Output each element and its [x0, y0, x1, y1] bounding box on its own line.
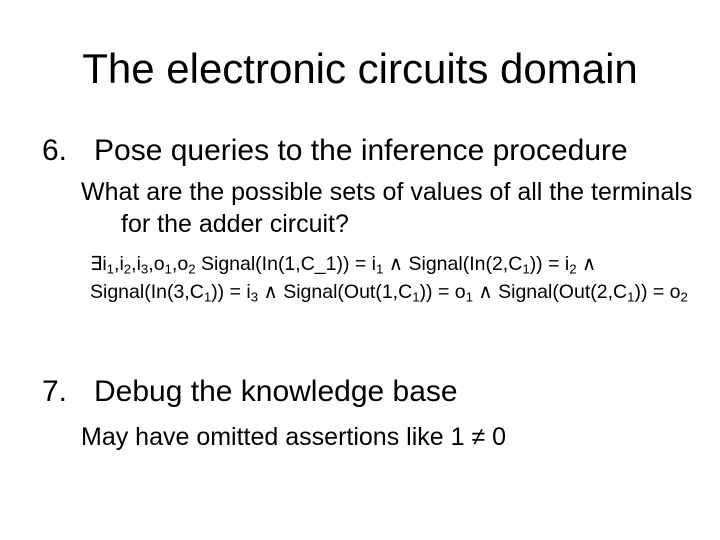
list-item-7 — [42, 374, 458, 410]
item-6-subtext: What are the possible sets of values of all the terminals for the adder circuit? — [81, 178, 693, 238]
formula-subscript: 2 — [188, 261, 196, 277]
query-formula: $\exists i_1,i_2,i_3,o_1,o_2$ Signal(In(1,C_1)) = $i_1$ ∧ $Signal(In(2,C_1)) = i_2$ ∧ $Signal(In(3,C_1)) = i_3$ ∧ $Signal(Out(1,C_1)) = o_1$ ∧ $Signal(Out(2,C_1)) = o_2$ — [90, 253, 688, 305]
slide-title: The electronic circuits domain — [82, 45, 638, 92]
formula-subscript: 1 — [522, 261, 530, 277]
formula-subscript: 3 — [140, 261, 149, 277]
item-heading: Debug the knowledge base — [94, 375, 458, 408]
formula-subscript: 1 — [412, 289, 420, 305]
formula-subscript: 2 — [680, 289, 688, 305]
item-7-subtext: May have omitted assertions like 1 ≠ 0 — [81, 423, 507, 451]
item-number: 6. — [42, 134, 68, 167]
item-number: 7. — [42, 375, 68, 408]
list-item-6 — [42, 133, 628, 169]
formula-subscript: 3 — [250, 289, 259, 305]
formula-subscript: 1 — [164, 261, 172, 277]
formula-subscript: 1 — [627, 289, 635, 305]
formula-subscript: 1 — [465, 289, 473, 305]
formula-subscript: 1 — [203, 289, 212, 305]
formula-subscript: 2 — [569, 261, 577, 277]
item-heading: Pose queries to the inference procedure — [94, 134, 628, 167]
formula-subscript: 2 — [123, 261, 132, 277]
formula-subscript: 1 — [376, 261, 384, 277]
formula-subscript: 1 — [106, 261, 115, 277]
